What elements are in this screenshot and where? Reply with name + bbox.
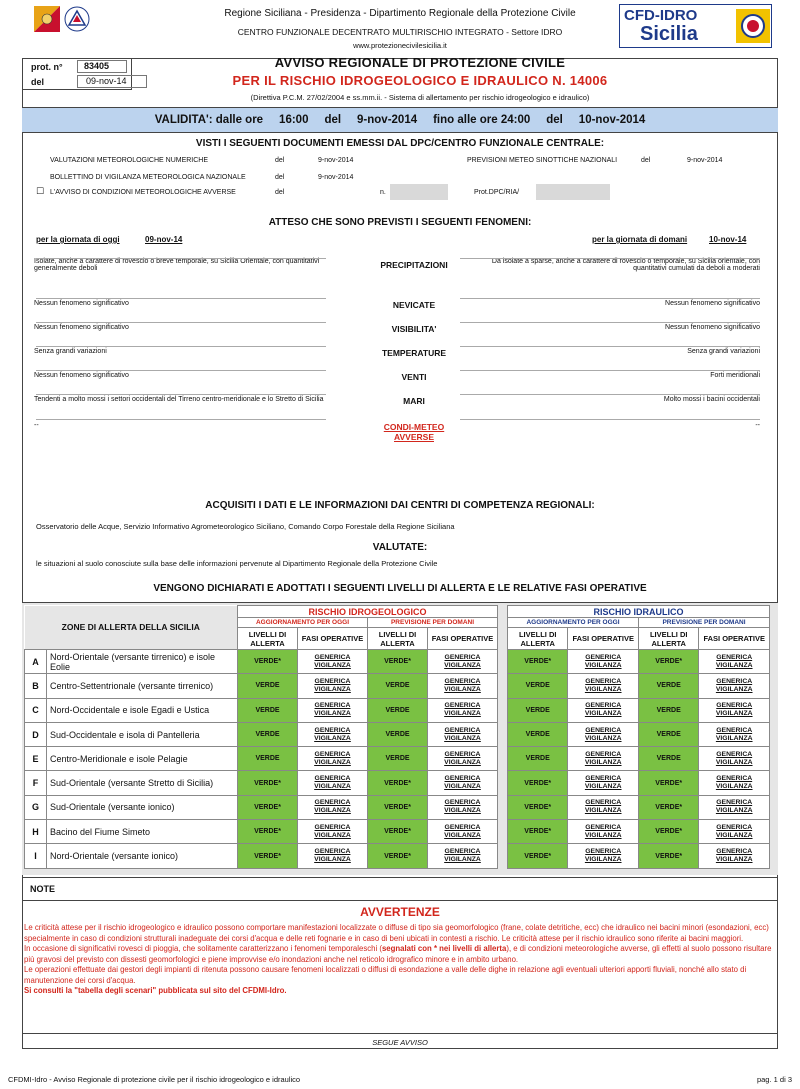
footer-page: pag. 1 di 3	[756, 1075, 792, 1084]
phenom-label: TEMPERATURE	[381, 348, 447, 358]
alert-level: VERDE*	[238, 771, 298, 795]
zone-name: Centro-Meridionale e isole Pelagie	[47, 747, 238, 771]
phenom-left: Isolate, anche a carattere di rovescio o breve temporale, su Sicilia Orientale, con quantitativi generalmente deboli	[34, 258, 320, 272]
alert-level: VERDE	[638, 698, 698, 722]
phase-link[interactable]: GENERICA VIGILANZA	[298, 747, 368, 771]
phenom-right: Nessun fenomeno significativo	[665, 300, 760, 307]
visti-val-met: VALUTAZIONI METEOROLOGICHE NUMERICHE	[50, 157, 209, 164]
visti-avviso-del: del	[275, 189, 285, 196]
phase-link[interactable]: GENERICA VIGILANZA	[428, 844, 498, 868]
visti-prot-label: Prot.DPC/RIA/	[474, 189, 520, 196]
divider	[22, 1033, 778, 1034]
visti-prev-del: del	[641, 157, 651, 164]
phase-link[interactable]: GENERICA VIGILANZA	[699, 820, 770, 844]
visti-heading: VISTI I SEGUENTI DOCUMENTI EMESSI DAL DPC/CENTRO FUNZIONALE CENTRALE:	[195, 138, 605, 149]
phase-link[interactable]: GENERICA VIGILANZA	[298, 698, 368, 722]
logo-text-top: CFD-IDRO	[624, 7, 698, 24]
phenom-right: Senza grandi variazioni	[687, 348, 760, 355]
valutate-heading: VALUTATE:	[372, 542, 428, 553]
avvertenze-heading: AVVERTENZE	[360, 905, 440, 919]
alert-level: VERDE	[508, 722, 568, 746]
footer-left: CFDMI-Idro - Avviso Regionale di protezione civile per il rischio idrogeologico e idraulico	[8, 1075, 301, 1084]
col-livelli: LIVELLI DI ALLERTA	[638, 628, 698, 650]
avvertenze-body	[24, 923, 776, 997]
zone-name: Centro-Settentrionale (versante tirrenico)	[47, 674, 238, 698]
alert-level: VERDE*	[368, 820, 428, 844]
phenom-right: Nessun fenomeno significativo	[665, 324, 760, 331]
alert-level: VERDE*	[368, 844, 428, 868]
alert-level: VERDE	[368, 747, 428, 771]
alert-level: VERDE	[638, 722, 698, 746]
alert-level: VERDE*	[638, 844, 698, 868]
table-row	[25, 650, 498, 674]
visti-n-label: n.	[380, 189, 386, 196]
alert-level: VERDE*	[508, 820, 568, 844]
phase-link[interactable]: GENERICA VIGILANZA	[298, 844, 368, 868]
title-line1: AVVISO REGIONALE DI PROTEZIONE CIVILE	[274, 55, 566, 70]
zone-name: Nord-Orientale (versante tirrenico) e isole Eolie	[47, 650, 238, 674]
zone-name: Nord-Orientale (versante ionico)	[47, 844, 238, 868]
alert-table-idrogeologico	[24, 605, 498, 869]
segue-avviso: SEGUE AVVISO	[372, 1038, 428, 1047]
zone-letter: G	[25, 795, 47, 819]
table-row	[508, 698, 770, 722]
phenom-left: --	[34, 422, 39, 429]
phase-link[interactable]: GENERICA VIGILANZA	[428, 771, 498, 795]
phase-link[interactable]: GENERICA VIGILANZA	[568, 698, 639, 722]
prot-number: 83405	[77, 60, 127, 73]
phenom-right: Molto mossi i bacini occidentali	[663, 396, 760, 403]
validity-bar	[22, 107, 778, 133]
alert-level: VERDE	[368, 698, 428, 722]
table-row	[508, 747, 770, 771]
table-row	[25, 771, 498, 795]
acquisiti-heading: ACQUISITI I DATI E LE INFORMAZIONI DAI CENTRI DI COMPETENZA REGIONALI:	[205, 500, 595, 511]
idrogeo-prev-domani: PREVISIONE PER DOMANI	[368, 618, 498, 628]
alert-level: VERDE*	[508, 650, 568, 674]
zone-letter: D	[25, 722, 47, 746]
idraulico-header: RISCHIO IDRAULICO	[508, 606, 770, 618]
validity-text: VALIDITA': dalle ore 16:00 del 9-nov-2014 fino alle ore 24:00 del 10-nov-2014	[154, 114, 646, 126]
table-row	[25, 844, 498, 868]
title-directive: (Direttiva P.C.M. 27/02/2004 e ss.mm.ii. - Sistema di allertamento per rischio idrogeologico e idraulico)	[250, 93, 590, 102]
phase-link[interactable]: GENERICA VIGILANZA	[428, 747, 498, 771]
trinacria-icon	[736, 9, 770, 43]
visti-val-met-date: 9-nov-2014	[318, 157, 354, 164]
alert-level: VERDE*	[508, 795, 568, 819]
table-row	[25, 674, 498, 698]
header-website[interactable]: www.protezionecivilesicilia.it	[353, 41, 447, 50]
domani-date: 10-nov-14	[709, 235, 747, 244]
alert-level: VERDE	[508, 747, 568, 771]
visti-boll-del: del	[275, 174, 285, 181]
alert-level: VERDE*	[638, 771, 698, 795]
alert-level: VERDE	[508, 698, 568, 722]
alert-level: VERDE	[368, 722, 428, 746]
phase-link[interactable]: GENERICA VIGILANZA	[699, 844, 770, 868]
alert-level: VERDE*	[238, 844, 298, 868]
table-row	[508, 674, 770, 698]
phenom-label: NEVICATE	[392, 300, 436, 310]
phenom-label: VISIBILITA'	[391, 324, 437, 334]
zone-letter: F	[25, 771, 47, 795]
zone-name: Sud-Occidentale e isola di Pantelleria	[47, 722, 238, 746]
phenom-right: --	[755, 422, 760, 429]
table-row	[25, 722, 498, 746]
phase-link[interactable]: GENERICA VIGILANZA	[699, 650, 770, 674]
prot-label: prot. n°	[31, 62, 63, 72]
alert-level: VERDE*	[508, 771, 568, 795]
dichiarati-heading: VENGONO DICHIARATI E ADOTTATI I SEGUENTI LIVELLI DI ALLERTA E LE RELATIVE FASI OPERATIVE	[153, 583, 647, 594]
alert-level: VERDE	[368, 674, 428, 698]
phase-link[interactable]: GENERICA VIGILANZA	[699, 674, 770, 698]
phase-link[interactable]: GENERICA VIGILANZA	[699, 771, 770, 795]
zone-letter: B	[25, 674, 47, 698]
alert-level: VERDE*	[368, 795, 428, 819]
phenom-label: PRECIPITAZIONI	[380, 260, 448, 270]
header-department: Regione Siciliana - Presidenza - Dipartimento Regionale della Protezione Civile	[224, 8, 576, 19]
phase-link[interactable]: GENERICA VIGILANZA	[428, 820, 498, 844]
phase-link[interactable]: GENERICA VIGILANZA	[568, 844, 639, 868]
visti-boll: BOLLETTINO DI VIGILANZA METEOROLOGICA NAZIONALE	[50, 174, 246, 181]
table-row	[508, 795, 770, 819]
alert-level: VERDE*	[368, 650, 428, 674]
table-row	[508, 820, 770, 844]
table-row	[508, 650, 770, 674]
phenom-label: CONDI-METEO AVVERSE	[383, 422, 445, 442]
phase-link[interactable]: GENERICA VIGILANZA	[298, 722, 368, 746]
prot-date: 09-nov-14	[77, 75, 147, 88]
phenom-label: MARI	[403, 396, 425, 406]
alert-level: VERDE*	[238, 650, 298, 674]
zone-name: Nord-Occidentale e isole Egadi e Ustica	[47, 698, 238, 722]
phase-link[interactable]: GENERICA VIGILANZA	[298, 650, 368, 674]
phase-link[interactable]: GENERICA VIGILANZA	[568, 771, 639, 795]
avvertenze-p3: Le operazioni effettuate dai gestori degli impianti di ritenuta possono causare fenomeni localizzati o diffusi di esondazione a valle delle dighe in relazione agli eventuali ulteriori apporti fluviali, nonché allo stato di manutenzione dei corsi d'acqua.	[24, 965, 747, 985]
zone-name: Sud-Orientale (versante ionico)	[47, 795, 238, 819]
logo-text-bottom: Sicilia	[640, 23, 698, 45]
col-fasi: FASI OPERATIVE	[428, 628, 498, 650]
phase-link[interactable]: GENERICA VIGILANZA	[298, 795, 368, 819]
alert-level: VERDE*	[638, 820, 698, 844]
zone-letter: A	[25, 650, 47, 674]
alert-level: VERDE	[238, 747, 298, 771]
phenom-right: Da isolate a sparse, anche a carattere di rovescio o temporale, su Sicilia orientale, con quantitativi cumulati da deboli a moderati	[491, 258, 760, 272]
phase-link[interactable]: GENERICA VIGILANZA	[568, 820, 639, 844]
phase-link[interactable]: GENERICA VIGILANZA	[568, 747, 639, 771]
phase-link[interactable]: GENERICA VIGILANZA	[298, 674, 368, 698]
idraulico-agg-oggi: AGGIORNAMENTO PER OGGI	[508, 618, 639, 628]
prot-del-label: del	[31, 77, 45, 87]
alert-level: VERDE*	[238, 795, 298, 819]
alert-level: VERDE*	[368, 771, 428, 795]
phase-link[interactable]: GENERICA VIGILANZA	[699, 698, 770, 722]
visti-prev-date: 9-nov-2014	[687, 157, 723, 164]
phenom-left: Tendenti a molto mossi i settori occidentali del Tirreno centro-meridionale e lo Stretto di Sicilia	[34, 396, 324, 403]
idraulico-prev-domani: PREVISIONE PER DOMANI	[638, 618, 769, 628]
alert-level: VERDE*	[638, 795, 698, 819]
zone-name: Sud-Orientale (versante Stretto di Sicilia)	[47, 771, 238, 795]
phenom-left: Nessun fenomeno significativo	[34, 300, 129, 307]
table-row	[508, 722, 770, 746]
alert-level: VERDE*	[638, 650, 698, 674]
col-livelli: LIVELLI DI ALLERTA	[368, 628, 428, 650]
domani-label: per la giornata di domani	[592, 235, 688, 244]
prot-box	[22, 58, 132, 90]
col-fasi: FASI OPERATIVE	[568, 628, 639, 650]
alert-level: VERDE	[238, 722, 298, 746]
phenom-left: Nessun fenomeno significativo	[34, 372, 129, 379]
phenom-label: VENTI	[401, 372, 427, 382]
alert-level: VERDE	[238, 674, 298, 698]
avviso-number-field	[390, 184, 448, 200]
phenom-left: Nessun fenomeno significativo	[34, 324, 129, 331]
table-row	[25, 820, 498, 844]
table-row	[508, 844, 770, 868]
visti-prev: PREVISIONI METEO SINOTTICHE NAZIONALI	[467, 157, 618, 164]
table-row	[25, 795, 498, 819]
phase-link[interactable]: GENERICA VIGILANZA	[699, 747, 770, 771]
phenom-right: Forti meridionali	[710, 372, 760, 379]
oggi-label: per la giornata di oggi	[36, 235, 120, 244]
phase-link[interactable]: GENERICA VIGILANZA	[298, 820, 368, 844]
col-fasi: FASI OPERATIVE	[298, 628, 368, 650]
title-line2: PER IL RISCHIO IDROGEOLOGICO E IDRAULICO N. 14006	[232, 73, 608, 88]
note-box	[22, 877, 778, 901]
phenom-left: Senza grandi variazioni	[34, 348, 107, 355]
phase-link[interactable]: GENERICA VIGILANZA	[568, 795, 639, 819]
avviso-checkbox[interactable]: ☐	[36, 186, 45, 196]
atteso-heading: ATTESO CHE SONO PREVISTI I SEGUENTI FENOMENI:	[268, 217, 532, 228]
zone-letter: C	[25, 698, 47, 722]
avvertenze-p2: In occasione di significativi rovesci di pioggia, che solitamente caratterizzano i fenomeni temporaleschi (segnalati con * nei livelli di allerta), e di condizioni meteorologiche avverse, gli effetti al suolo possono risultare più gravosi del previsto con dissesti geomorfologici e piene improvvise e/o inondazioni anche nel reticolo idrografico minore e in ambito urbano.	[24, 944, 772, 964]
alert-level: VERDE*	[238, 820, 298, 844]
note-label: NOTE	[30, 884, 56, 894]
zone-name: Bacino del Fiume Simeto	[47, 820, 238, 844]
phase-link[interactable]: GENERICA VIGILANZA	[428, 650, 498, 674]
valutate-text: le situazioni al suolo conosciute sulla base delle informazioni pervenute al Dipartimento Regionale della Protezione Civile	[36, 559, 438, 568]
phase-link[interactable]: GENERICA VIGILANZA	[699, 795, 770, 819]
alert-level: VERDE	[508, 674, 568, 698]
acquisiti-text: Osservatorio delle Acque, Servizio Informativo Agrometeorologico Siciliano, Comando Corpo Forestale della Regione Siciliana	[36, 522, 455, 531]
phase-link[interactable]: GENERICA VIGILANZA	[298, 771, 368, 795]
zone-letter: I	[25, 844, 47, 868]
phase-link[interactable]: GENERICA VIGILANZA	[568, 650, 639, 674]
idrogeo-agg-oggi: AGGIORNAMENTO PER OGGI	[238, 618, 368, 628]
visti-val-met-del: del	[275, 157, 285, 164]
phase-link[interactable]: GENERICA VIGILANZA	[428, 674, 498, 698]
zones-header: ZONE DI ALLERTA DELLA SICILIA	[25, 606, 238, 650]
alert-level: VERDE*	[508, 844, 568, 868]
cfd-idro-logo	[619, 4, 772, 48]
oggi-date: 09-nov-14	[145, 235, 183, 244]
zone-letter: H	[25, 820, 47, 844]
avviso-prot-field	[536, 184, 610, 200]
col-livelli: LIVELLI DI ALLERTA	[238, 628, 298, 650]
phase-link[interactable]: GENERICA VIGILANZA	[699, 722, 770, 746]
avvertenze-p1: Le criticità attese per il rischio idrogeologico e idraulico possono comportare manifestazioni localizzate o diffuse di tipo sia geomorfologico (frane, colate detritiche, ecc) che idraulico nei bacini minori (esondazioni, ecc) specialmente in caso di condizioni strutturali inadeguate dei corsi d'acqua e delle reti fognarie e in caso di beni ubicati in contesti a rischio. Le criticità attese per il rischio idraulico sono riferite ai bacini maggiori.	[24, 923, 769, 943]
phase-link[interactable]: GENERICA VIGILANZA	[568, 722, 639, 746]
avvertenze-p4: Si consulti la "tabella degli scenari" pubblicata sul sito del CFDMI-Idro.	[24, 986, 287, 995]
phase-link[interactable]: GENERICA VIGILANZA	[428, 722, 498, 746]
header-center: CENTRO FUNZIONALE DECENTRATO MULTIRISCHIO INTEGRATO - Settore IDRO	[237, 27, 563, 37]
table-row	[508, 771, 770, 795]
visti-avviso: L'AVVISO DI CONDIZIONI METEOROLOGICHE AVVERSE	[50, 189, 236, 196]
col-fasi: FASI OPERATIVE	[699, 628, 770, 650]
alert-level: VERDE	[238, 698, 298, 722]
visti-boll-date: 9-nov-2014	[318, 174, 354, 181]
phase-link[interactable]: GENERICA VIGILANZA	[568, 674, 639, 698]
table-row	[25, 698, 498, 722]
idrogeo-header: RISCHIO IDROGEOLOGICO	[238, 606, 498, 618]
zone-letter: E	[25, 747, 47, 771]
alert-level: VERDE	[638, 674, 698, 698]
phase-link[interactable]: GENERICA VIGILANZA	[428, 795, 498, 819]
phase-link[interactable]: GENERICA VIGILANZA	[428, 698, 498, 722]
alert-table-idraulico	[507, 605, 770, 869]
alert-level: VERDE	[638, 747, 698, 771]
table-row	[25, 747, 498, 771]
col-livelli: LIVELLI DI ALLERTA	[508, 628, 568, 650]
